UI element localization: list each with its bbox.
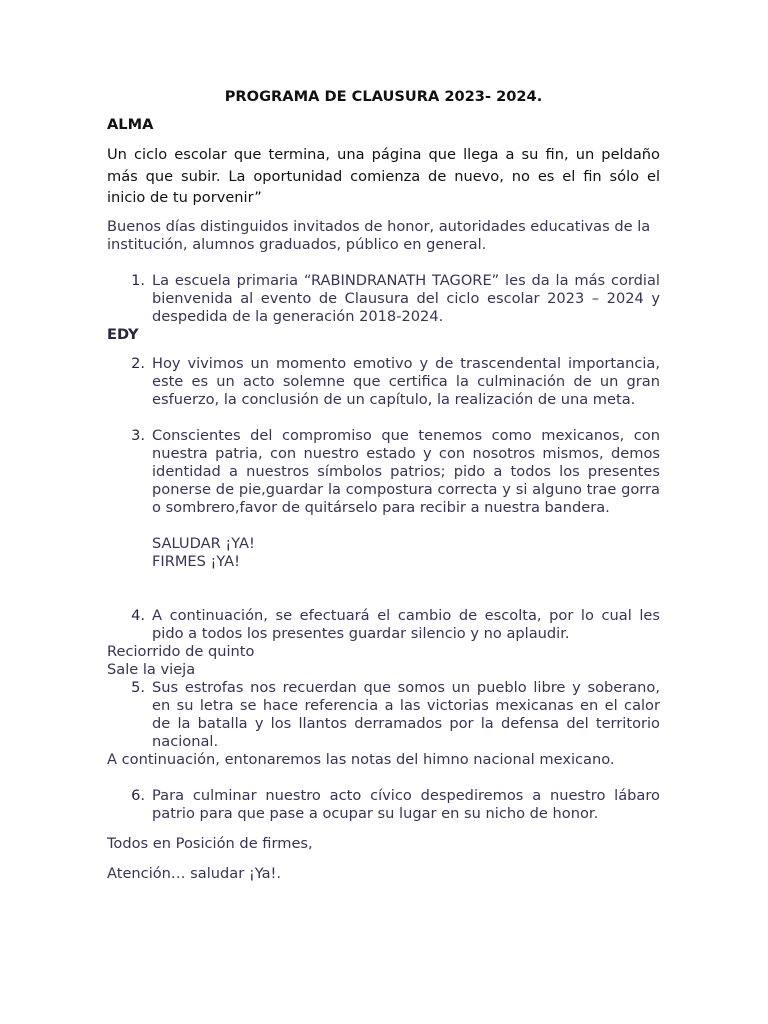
list-item: [107, 355, 660, 409]
list-item-text: Para culminar nuestro acto cívico despediremos a nuestro lábaro patrio para que pase a ocupar su lugar en su nicho de honor.: [152, 786, 660, 822]
list-item: [107, 607, 660, 643]
closing-line: Atención… saludar ¡Ya!.: [107, 864, 282, 882]
speaker-edy: EDY: [107, 325, 139, 343]
list-item-text: Conscientes del compromiso que tenemos como mexicanos, con nuestra patria, con nuestro estado y con nosotros mismos, demos identidad a nuestros símbolos patrios; pido a todos los presentes ponerse de pie,guardar la compostura correcta y si alguno trae gorra o sombrero,favor de quitárselo para recibir a nuestra bandera.: [152, 426, 660, 516]
list-item: [107, 427, 660, 517]
note-line: Reciorrido de quinto: [107, 642, 255, 660]
list-item-number: 4.: [131, 606, 145, 624]
document-page: [107, 88, 660, 883]
list-item-text: A continuación, se efectuará el cambio de escolta, por lo cual les pido a todos los presentes guardar silencio y no aplaudir.: [152, 606, 660, 642]
speaker-alma: ALMA: [107, 116, 154, 133]
list-item: [107, 272, 660, 326]
command-attention: FIRMES ¡YA!: [152, 552, 241, 570]
document-title: PROGRAMA DE CLAUSURA 2023- 2024.: [224, 88, 543, 105]
command-salute: SALUDAR ¡YA!: [152, 534, 255, 552]
note-line: Sale la vieja: [107, 660, 196, 678]
list-item-text: Sus estrofas nos recuerdan que somos un pueblo libre y soberano, en su letra se hace referencia a las victorias mexicanas en el calor de la batalla y los llantos derramados por la defensa del territorio nacional.: [152, 678, 660, 750]
closing-line: Todos en Posición de firmes,: [107, 834, 313, 852]
list-item-text: La escuela primaria “RABINDRANATH TAGORE” les da la más cordial bienvenida al evento de Clausura del ciclo escolar 2023 – 2024 y despedida de la generación 2018-2024.: [152, 271, 660, 325]
list-item: [107, 787, 660, 823]
list-item-number: 1.: [131, 271, 145, 289]
anthem-line: A continuación, entonaremos las notas del himno nacional mexicano.: [107, 750, 615, 768]
list-item: [107, 679, 660, 751]
list-item-text: Hoy vivimos un momento emotivo y de trascendental importancia, este es un acto solemne que certifica la culminación de un gran esfuerzo, la conclusión de un capítulo, la realización de una meta.: [152, 354, 660, 408]
list-item-number: 3.: [131, 426, 145, 444]
greeting-paragraph: Buenos días distinguidos invitados de honor, autoridades educativas de la institución, alumnos graduados, público en general.: [107, 217, 651, 253]
list-item-number: 6.: [131, 786, 145, 804]
list-item-number: 5.: [131, 678, 145, 696]
list-item-number: 2.: [131, 354, 145, 372]
intro-quote: Un ciclo escolar que termina, una página que llega a su fin, un peldaño más que subir. La oportunidad comienza de nuevo, no es el fin sólo el inicio de tu porvenir”: [107, 146, 660, 206]
